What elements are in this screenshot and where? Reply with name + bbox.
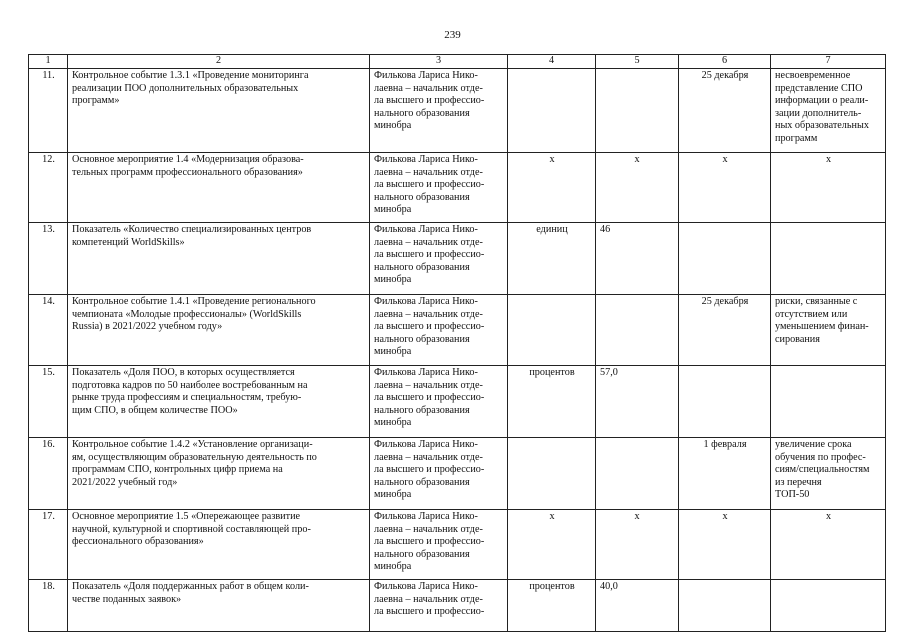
deadline: 1 февраля (679, 438, 771, 510)
risk: х (771, 510, 886, 580)
column-header-5: 5 (596, 55, 679, 69)
deadline: 25 декабря (679, 69, 771, 153)
row-number: 12. (29, 153, 68, 223)
deadline (679, 580, 771, 632)
unit: единиц (508, 223, 596, 295)
event-name: Контрольное событие 1.3.1 «Проведение мониторинга реализации ПОО дополнительных образовательных программ» (68, 69, 370, 153)
event-name: Показатель «Доля поддержанных работ в общем коли- честве поданных заявок» (68, 580, 370, 632)
table-row (29, 366, 886, 438)
column-header-1: 1 (29, 55, 68, 69)
table-row (29, 295, 886, 366)
risk (771, 366, 886, 438)
deadline: х (679, 510, 771, 580)
row-number: 18. (29, 580, 68, 632)
responsible-person: Филькова Лариса Нико- лаевна – начальник отде- ла высшего и профессио- нального образования минобра (370, 510, 508, 580)
value: 46 (596, 223, 679, 295)
event-name: Показатель «Доля ПОО, в которых осуществляется подготовка кадров по 50 наиболее востребованным на рынке труда профессиям и специальностям, требую- щим СПО, в общем количестве ПОО» (68, 366, 370, 438)
unit (508, 295, 596, 366)
unit: х (508, 510, 596, 580)
page-number: 239 (444, 29, 461, 41)
header-row (29, 55, 886, 69)
value (596, 438, 679, 510)
value: 57,0 (596, 366, 679, 438)
event-name: Контрольное событие 1.4.1 «Проведение регионального чемпионата «Молодые профессионалы» (WorldSkills Russia) в 2021/2022 учебном году» (68, 295, 370, 366)
value: х (596, 510, 679, 580)
table-row (29, 438, 886, 510)
row-number: 16. (29, 438, 68, 510)
table-row (29, 580, 886, 632)
responsible-person: Филькова Лариса Нико- лаевна – начальник отде- ла высшего и профессио- нального образования минобра (370, 366, 508, 438)
value (596, 69, 679, 153)
column-header-4: 4 (508, 55, 596, 69)
responsible-person: Филькова Лариса Нико- лаевна – начальник отде- ла высшего и профессио- нального образования минобра (370, 295, 508, 366)
responsible-person: Филькова Лариса Нико- лаевна – начальник отде- ла высшего и профессио- нального образования минобра (370, 223, 508, 295)
unit: процентов (508, 580, 596, 632)
unit: процентов (508, 366, 596, 438)
risk: увеличение срока обучения по профес- сиям/специальностям из перечня ТОП-50 (771, 438, 886, 510)
unit (508, 438, 596, 510)
deadline: х (679, 153, 771, 223)
row-number: 15. (29, 366, 68, 438)
unit (508, 69, 596, 153)
risk: риски, связанные с отсутствием или уменьшением финан- сирования (771, 295, 886, 366)
deadline (679, 366, 771, 438)
plan-table (28, 54, 886, 632)
column-header-6: 6 (679, 55, 771, 69)
value: х (596, 153, 679, 223)
column-header-3: 3 (370, 55, 508, 69)
value (596, 295, 679, 366)
event-name: Основное мероприятие 1.4 «Модернизация образова- тельных программ профессионального образования» (68, 153, 370, 223)
table-row (29, 223, 886, 295)
risk: х (771, 153, 886, 223)
table-row (29, 153, 886, 223)
deadline: 25 декабря (679, 295, 771, 366)
row-number: 17. (29, 510, 68, 580)
table-row (29, 69, 886, 153)
responsible-person: Филькова Лариса Нико- лаевна – начальник отде- ла высшего и профессио- нального образования минобра (370, 438, 508, 510)
row-number: 13. (29, 223, 68, 295)
event-name: Контрольное событие 1.4.2 «Установление организаци- ям, осуществляющим образовательную деятельность по программам СПО, контрольных цифр приема на 2021/2022 учебный год» (68, 438, 370, 510)
row-number: 11. (29, 69, 68, 153)
row-number: 14. (29, 295, 68, 366)
responsible-person: Филькова Лариса Нико- лаевна – начальник отде- ла высшего и профессио- нального образования минобра (370, 153, 508, 223)
responsible-person: Филькова Лариса Нико- лаевна – начальник отде- ла высшего и профессио- нального образования минобра (370, 69, 508, 153)
risk: несвоевременное представление СПО информации о реали- зации дополнитель- ных образовательных программ (771, 69, 886, 153)
risk (771, 223, 886, 295)
event-name: Показатель «Количество специализированных центров компетенций WorldSkills» (68, 223, 370, 295)
risk (771, 580, 886, 632)
table-row (29, 510, 886, 580)
value: 40,0 (596, 580, 679, 632)
column-header-7: 7 (771, 55, 886, 69)
column-header-2: 2 (68, 55, 370, 69)
deadline (679, 223, 771, 295)
responsible-person: Филькова Лариса Нико- лаевна – начальник отде- ла высшего и профессио- (370, 580, 508, 632)
event-name: Основное мероприятие 1.5 «Опережающее развитие научной, культурной и спортивной составляющей про- фессионального образования» (68, 510, 370, 580)
unit: х (508, 153, 596, 223)
